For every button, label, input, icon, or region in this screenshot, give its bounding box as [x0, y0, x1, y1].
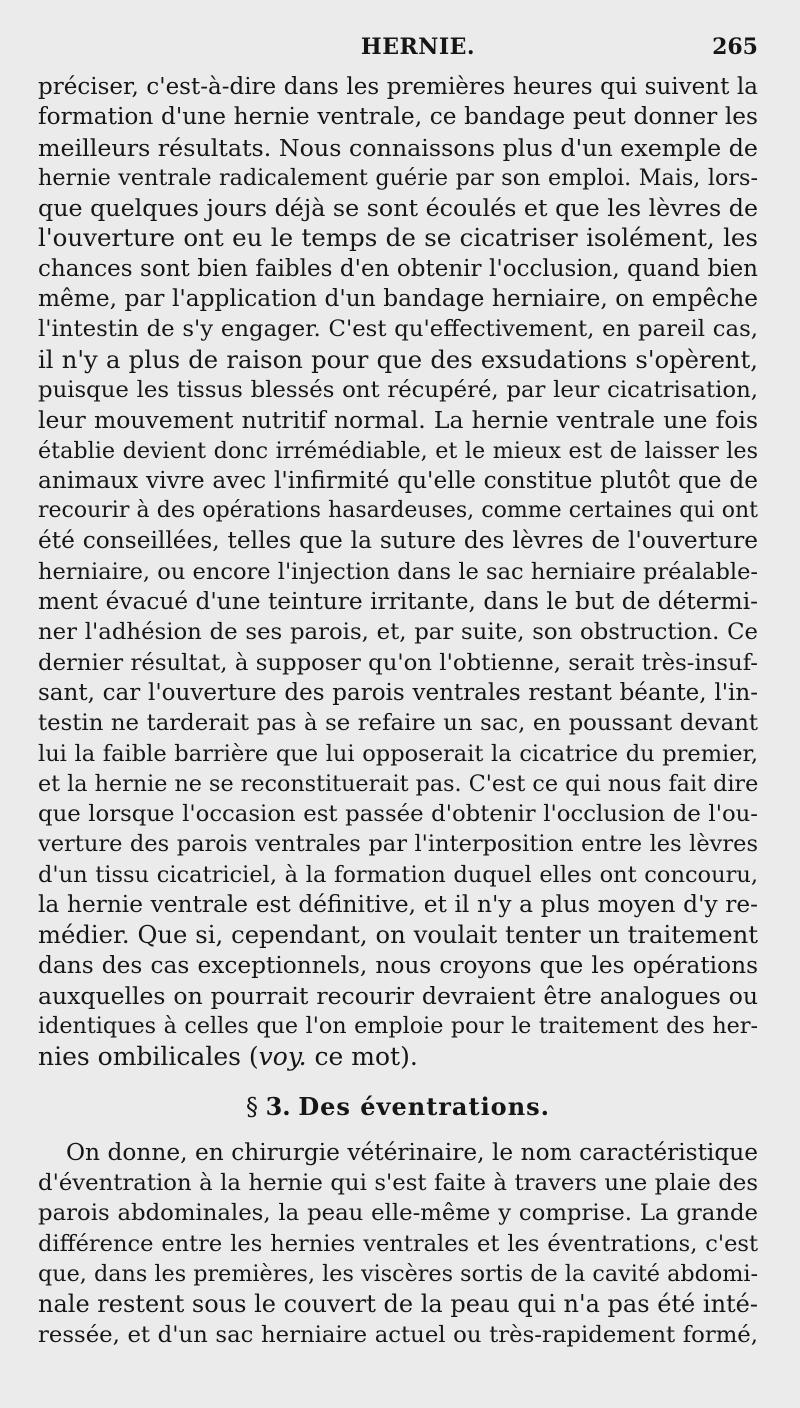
text-line: ment évacué d'une teinture irritante, dans le but de détermi- [38, 588, 758, 616]
section-number: 3. [265, 1091, 291, 1121]
text-line: herniaire, ou encore l'injection dans le sac herniaire préalable- [38, 558, 758, 585]
text-line: puisque les tissus blessés ont récupéré, par leur cicatrisation, [38, 376, 758, 403]
section-title: Des éventrations. [298, 1091, 551, 1121]
text-line: parois abdominales, la peau elle-même y comprise. La grande [38, 1200, 758, 1227]
text-line: ner l'adhésion de ses parois, et, par suite, son obstruction. Ce [38, 619, 758, 646]
text-line: sant, car l'ouverture des parois ventrales restant béante, l'in- [38, 679, 758, 706]
text-line: d'un tissu cicatriciel, à la formation duquel elles ont concouru, [38, 861, 758, 888]
text-line: même, par l'application d'un bandage herniaire, on empêche [38, 285, 758, 313]
text-line: que lorsque l'occasion est passée d'obtenir l'occlusion de l'ou- [38, 801, 758, 828]
text-line: lui la faible barrière que lui opposerait la cicatrice du premier, [38, 740, 758, 767]
text-line-last [38, 1042, 758, 1072]
text-line: hernie ventrale radicalement guérie par son emploi. Mais, lors- [38, 164, 758, 191]
text-line: que, dans les premières, les viscères sortis de la cavité abdomi- [38, 1260, 758, 1287]
text-line: verture des parois ventrales par l'interposition entre les lèvres [38, 831, 758, 858]
text-line: médier. Que si, cependant, on voulait tenter un traitement [38, 920, 758, 950]
section-symbol: § [245, 1092, 258, 1121]
text-line: testin ne tarderait pas à se refaire un sac, en poussant devant [38, 710, 758, 737]
paragraph-eventrations [38, 1138, 758, 1350]
text-line: identiques à celles que l'on emploie pour le traitement des her- [38, 1013, 758, 1040]
text-line: meilleurs résultats. Nous connaissons plus d'un exemple de [38, 133, 758, 162]
text-line: nale restent sous le couvert de la peau qui n'a pas été inté- [38, 1290, 758, 1319]
text-line: auxquelles on pourrait recourir devraient être analogues ou [38, 981, 758, 1010]
text-line: formation d'une hernie ventrale, ce bandage peut donner les [38, 103, 758, 131]
text-line: dans des cas exceptionnels, nous croyons que les opérations [38, 951, 758, 979]
text-line: et la hernie ne se reconstituerait pas. C'est ce qui nous fait dire [38, 770, 758, 797]
text-line: ressée, et d'un sac herniaire actuel ou très-rapidement formé, [38, 1321, 758, 1348]
text-line: chances sont bien faibles d'en obtenir l'occlusion, quand bien [38, 255, 758, 282]
text-line: l'ouverture ont eu le temps de se cicatriser isolément, les [38, 223, 758, 253]
text-line: différence entre les hernies ventrales et les éventrations, c'est [38, 1230, 758, 1257]
text-line: que quelques jours déjà se sont écoulés et que les lèvres de [38, 194, 758, 223]
text-line: été conseillées, telles que la suture des lèvres de l'ouverture [38, 527, 758, 555]
text-line: leur mouvement nutritif normal. La hernie ventrale une fois [38, 406, 758, 435]
text-line: d'éventration à la hernie qui s'est faite à travers une plaie des [38, 1170, 758, 1197]
running-title: HERNIE. [360, 34, 476, 60]
page-number: 265 [712, 34, 758, 60]
text-fragment: nies ombilicales ( [38, 1041, 259, 1071]
section-heading [38, 1092, 758, 1122]
text-line: animaux vivre avec l'infirmité qu'elle constitue plutôt que de [38, 466, 758, 494]
italic-reference: voy. [258, 1041, 307, 1071]
text-line: la hernie ventrale est définitive, et il n'y a plus moyen d'y re- [38, 891, 758, 919]
text-line: dernier résultat, à supposer qu'on l'obtienne, serait très-insuf- [38, 649, 758, 676]
text-fragment: ce mot). [306, 1041, 418, 1071]
paragraph-hernie-ventrale [38, 72, 758, 1072]
text-line: recourir à des opérations hasardeuses, comme certaines qui ont [38, 498, 758, 524]
running-head [38, 28, 758, 72]
text-line: On donne, en chirurgie vétérinaire, le nom caractéristique [66, 1138, 758, 1166]
text-line: préciser, c'est-à-dire dans les premières heures qui suivent la [38, 74, 758, 100]
text-line: établie devient donc irrémédiable, et le mieux est de laisser les [38, 437, 758, 464]
text-line: l'intestin de s'y engager. C'est qu'effectivement, en pareil cas, [38, 316, 758, 343]
text-line: il n'y a plus de raison pour que des exsudations s'opèrent, [38, 344, 758, 374]
